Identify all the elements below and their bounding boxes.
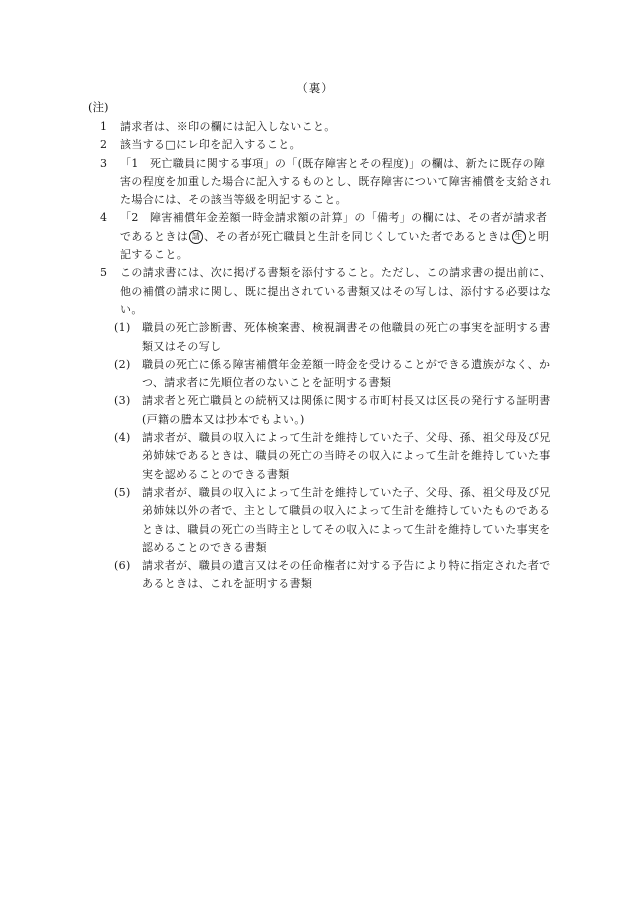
subitem-number: (3) (114, 394, 131, 408)
subitem-5 (114, 484, 554, 557)
subitem-number: (6) (114, 559, 131, 573)
note-text-part: 「2 障害補償年金差額一時金請求額の計算」の「備考」の欄には、その者が請求者であるときは (120, 211, 548, 243)
subitem-text: 請求者が、職員の収入によって生計を維持していた子、父母、孫、祖父母及び兄弟姉妹であるときは、職員の死亡の当時その収入によって生計を維持していた事実を認めることのできる書類 (142, 431, 551, 481)
subitem-3 (114, 392, 554, 429)
note-text: 請求者は、※印の欄には記入しないこと。 (120, 120, 336, 133)
subitem-text: 職員の死亡に係る障害補償年金差額一時金を受けることができる遺族がなく、かつ、請求者に先順位者のないことを証明する書類 (142, 357, 551, 390)
note-item-1 (92, 118, 554, 136)
note-text (120, 209, 554, 264)
subitem-text: 請求者と死亡職員との続柄又は関係に関する市町村長又は区長の発行する証明書 (戸籍の謄本又は抄本でもよい。) (142, 394, 551, 426)
circled-seikyu-mark: 請 (189, 230, 203, 244)
note-item-4 (92, 209, 554, 264)
subitem-text: 請求者が、職員の収入によって生計を維持していた子、父母、孫、祖父母及び兄弟姉妹以外の者で、主として職員の収入によって生計を維持していたものであるときは、職員の死亡の当時主としてその収入によって生計を維持していた事実を認めることのできる書類 (142, 485, 551, 554)
notes-list (92, 118, 554, 594)
page-heading: （裏） (296, 81, 334, 95)
note-number: 4 (100, 211, 108, 225)
note-text: 該当する□にレ印を記入すること。 (120, 138, 301, 152)
note-number: 5 (100, 266, 108, 280)
subitem-number: (1) (114, 321, 131, 335)
note-item-5 (92, 264, 554, 319)
subitem-text: 請求者が、職員の遺言又はその任命権者に対する予告により特に指定された者であるときは、これを証明する書類 (142, 559, 551, 591)
circled-sei-mark: 生 (512, 230, 526, 244)
note-item-2 (92, 136, 554, 154)
note-text: この請求書には、次に掲げる書類を添付すること。ただし、この請求書の提出前に、他の補償の請求に関し、既に提出されている書類又はその写しは、添付する必要はない。 (120, 266, 552, 316)
notes-label: (注) (88, 100, 109, 114)
note-item-3 (92, 155, 554, 210)
note-number: 1 (100, 120, 108, 133)
subitem-1 (114, 319, 554, 356)
note-text: 「1 死亡職員に関する事項」の「(既存障害とその程度)」の欄は、新たに既存の障害の程度を加重した場合に記入するものとし、既存障害について障害補償を支給された場合には、その該当等級を明記すること。 (120, 156, 552, 207)
subitem-number: (4) (114, 431, 131, 445)
subitem-6 (114, 557, 554, 594)
subitem-4 (114, 429, 554, 484)
note-number: 2 (100, 138, 108, 152)
subitem-number: (5) (114, 485, 131, 499)
note-number: 3 (100, 156, 108, 170)
subitem-2 (114, 356, 554, 393)
subitem-text: 職員の死亡診断書、死体検案書、検視調書その他職員の死亡の事実を証明する書類又はその写し (142, 321, 551, 353)
note-text-part: 、その者が死亡職員と生計を同じくしていた者であるときは (204, 229, 511, 243)
subitem-number: (2) (114, 357, 131, 371)
note-text-part: と明記すること。 (120, 229, 550, 262)
